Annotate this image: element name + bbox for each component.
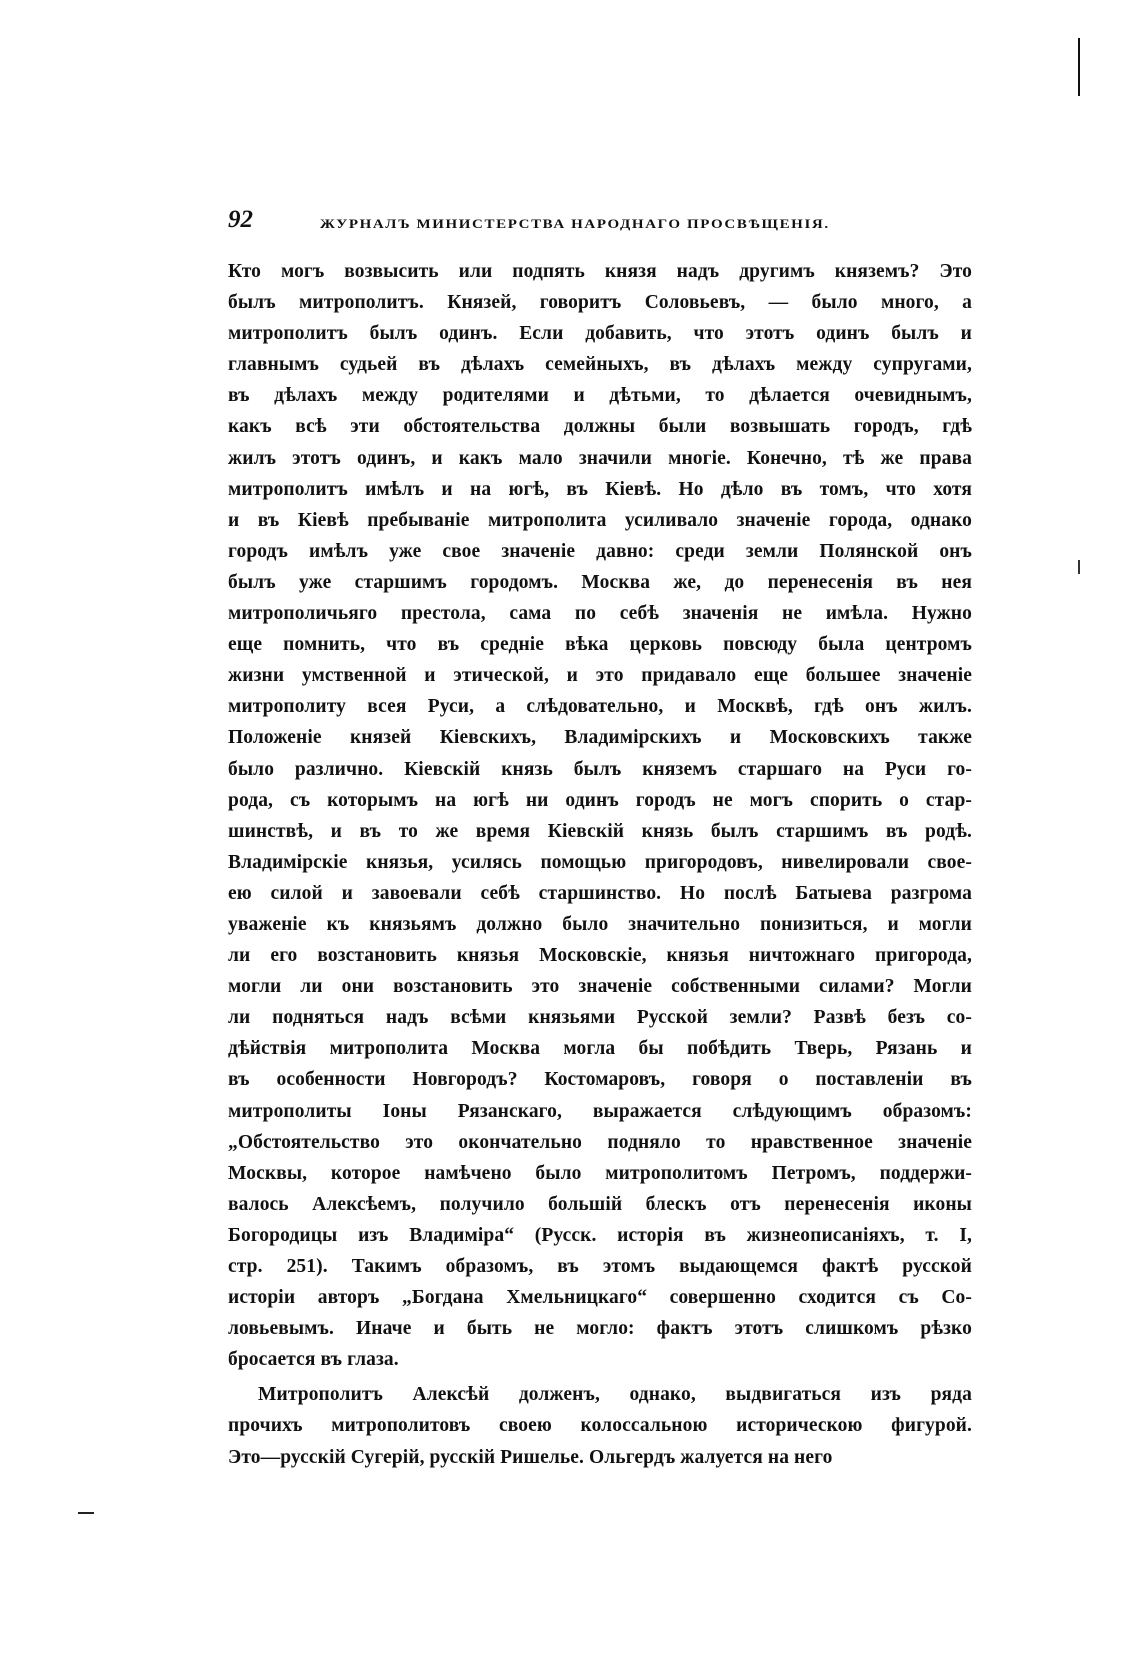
text-line: какъ всѣ эти обстоятельства должны были возвышать городъ, гдѣ	[228, 416, 972, 438]
text-line: Владимірскіе князья, усилясь помощью пригородовъ, нивелировали свое-	[228, 851, 972, 873]
text-line: стр. 251). Такимъ образомъ, въ этомъ выдающемся фактѣ русской	[228, 1256, 972, 1277]
text-line: „Обстоятельство это окончательно подняло то нравственное значеніе	[228, 1131, 972, 1153]
page-header	[228, 206, 968, 236]
text-line: валось Алексѣемъ, получило большій блескъ отъ перенесенія иконы	[228, 1193, 972, 1215]
text-line: былъ митрополитъ. Князей, говоритъ Соловьевъ, — было много, а	[228, 292, 972, 314]
running-title: ЖУРНАЛЪ МИНИСТЕРСТВА НАРОДНАГО ПРОСВѢЩЕНІЯ.	[320, 217, 830, 232]
text-line: шинствѣ, и въ то же время Кіевскій князь былъ старшимъ въ родѣ.	[228, 820, 972, 842]
text-line: въ особенности Новгородъ? Костомаровъ, говоря о поставленіи въ	[228, 1069, 972, 1091]
text-line: городъ имѣлъ уже свое значеніе давно: среди земли Полянской онъ	[228, 540, 972, 562]
paragraph	[228, 256, 972, 1375]
text-line: уваженіе къ князьямъ должно было значительно понизиться, и могли	[228, 913, 972, 935]
body-text	[228, 256, 972, 1473]
text-line: Положеніе князей Кіевскихъ, Владимірскихъ и Московскихъ также	[228, 727, 972, 749]
text-line: Богородицы изъ Владиміра“ (Русск. исторія въ жизнеописаніяхъ, т. I,	[228, 1224, 972, 1246]
text-line: исторіи авторъ „Богдана Хмельницкаго“ совершенно сходится съ Со-	[228, 1287, 972, 1309]
text-line: дѣйствія митрополита Москва могла бы побѣдить Тверь, Рязань и	[228, 1038, 972, 1060]
page-number: 92	[228, 206, 253, 233]
text-line: митрополиту всея Руси, а слѣдовательно, и Москвѣ, гдѣ онъ жилъ.	[228, 696, 972, 718]
paragraph	[228, 1379, 972, 1472]
text-line: въ дѣлахъ между родителями и дѣтьми, то дѣлается очевиднымъ,	[228, 385, 972, 407]
text-line: Кто могъ возвысить или подпять князя надъ другимъ княземъ? Это	[228, 261, 972, 282]
text-line: еще помнить, что въ средніе вѣка церковь повсюду была центромъ	[228, 634, 972, 656]
text-line: ли его возстановить князья Московскіе, князья ничтожнаго пригорода,	[228, 945, 972, 967]
text-line: рода, съ которымъ на югѣ ни одинъ городъ не могъ спорить о стар-	[228, 789, 972, 811]
text-line: Москвы, которое намѣчено было митрополитомъ Петромъ, поддержи-	[228, 1162, 972, 1184]
text-line: бросается въ глаза.	[228, 1349, 399, 1371]
text-line: жизни умственной и этической, и это придавало еще большее значеніе	[228, 665, 972, 687]
text-line: митрополиты Іоны Рязанскаго, выражается слѣдующимъ образомъ:	[228, 1100, 972, 1122]
text-line: Это—русскій Сугерій, русскій Ришелье. Ольгердъ жалуется на него	[228, 1446, 833, 1468]
scan-edge-mark	[1078, 560, 1080, 574]
text-line: прочихъ митрополитовъ своею колоссальною историческою фигурой.	[228, 1415, 972, 1437]
scan-edge-mark	[78, 1512, 94, 1514]
text-line: могли ли они возстановить это значеніе собственными силами? Могли	[228, 976, 972, 998]
text-line: митрополичьяго престола, сама по себѣ значенія не имѣла. Нужно	[228, 603, 972, 625]
text-line: и въ Кіевѣ пребываніе митрополита усиливало значеніе города, однако	[228, 509, 972, 531]
text-line: ею силой и завоевали себѣ старшинство. Но послѣ Батыева разгрома	[228, 882, 972, 904]
text-line: ли подняться надъ всѣми князьями Русской земли? Развѣ безъ со-	[228, 1007, 972, 1029]
text-line: митрополитъ былъ одинъ. Если добавить, что этотъ одинъ былъ и	[228, 323, 972, 345]
text-line: былъ уже старшимъ городомъ. Москва же, до перенесенія въ нея	[228, 571, 972, 593]
text-line: Митрополитъ Алексѣй долженъ, однако, выдвигаться изъ ряда	[258, 1384, 972, 1406]
text-line: было различно. Кіевскій князь былъ княземъ старшаго на Руси го-	[228, 758, 972, 780]
text-line: главнымъ судьей въ дѣлахъ семейныхъ, въ дѣлахъ между супругами,	[228, 354, 972, 376]
text-line: жилъ этотъ одинъ, и какъ мало значили многіе. Конечно, тѣ же права	[228, 447, 972, 469]
text-line: ловьевымъ. Иначе и быть не могло: фактъ этотъ слишкомъ рѣзко	[228, 1318, 972, 1340]
scan-edge-mark	[1078, 38, 1080, 96]
text-line: митрополитъ имѣлъ и на югѣ, въ Кіевѣ. Но дѣло въ томъ, что хотя	[228, 478, 972, 500]
